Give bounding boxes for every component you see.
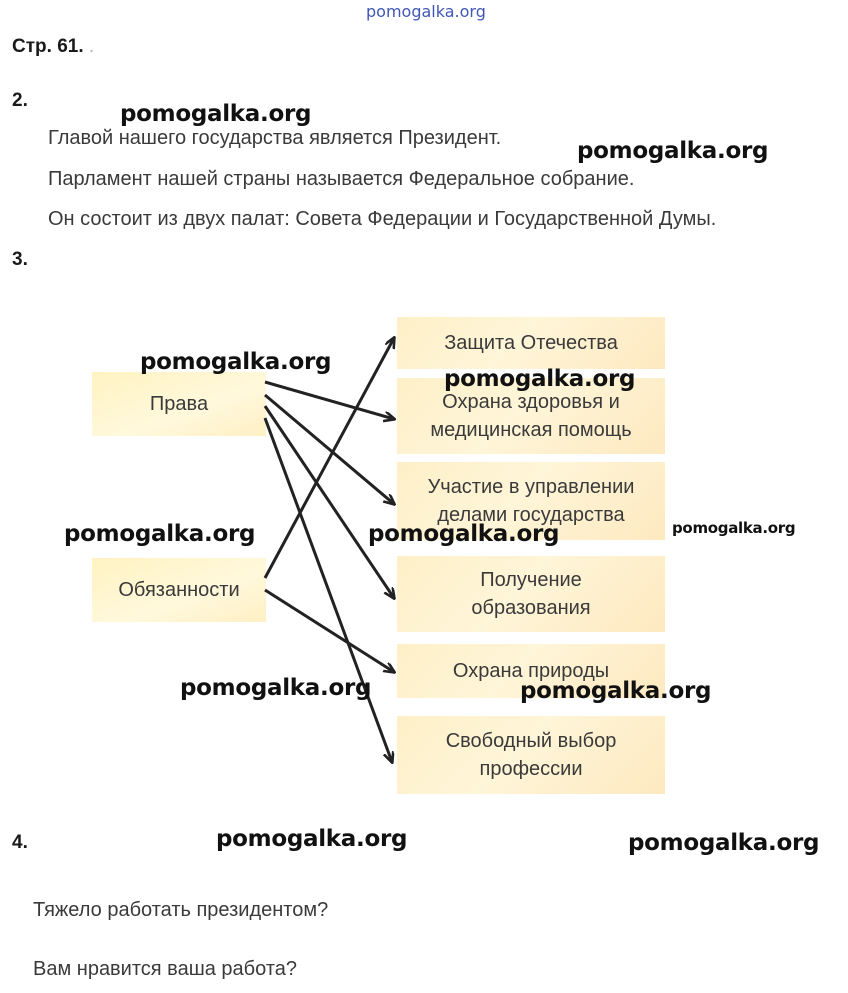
target-box-education-line-2: образования: [471, 597, 591, 619]
task2-number: 2.: [12, 90, 28, 111]
task4-question-1: Тяжело работать президентом?: [33, 899, 329, 921]
watermark: pomogalka.org: [577, 138, 769, 164]
target-box-health-line-2: медицинская помощь: [430, 419, 632, 441]
task2-line-2: Парламент нашей страны называется Федеральное собрание.: [48, 168, 635, 190]
page-heading-dot: .: [88, 36, 95, 57]
arrow-rights-governance: [265, 395, 394, 504]
task2-line-1: Главой нашего государства является Президент.: [48, 127, 502, 149]
target-box-governance-line-1: Участие в управлении: [427, 476, 635, 498]
rights-label: Права: [149, 393, 209, 415]
watermark: pomogalka.org: [140, 349, 332, 375]
watermark: pomogalka.org: [444, 366, 636, 392]
task4-question-2: Вам нравится ваша работа?: [33, 958, 297, 980]
arrow-rights-health: [265, 382, 394, 419]
watermark: pomogalka.org: [120, 101, 312, 127]
target-box-health-line-1: Охрана здоровья и: [442, 391, 620, 413]
arrow-rights-profession: [265, 418, 392, 762]
task2-line-3: Он состоит из двух палат: Совета Федерации и Государственной Думы.: [48, 208, 717, 230]
watermark: pomogalka.org: [64, 521, 256, 547]
watermark: pomogalka.org: [672, 519, 796, 537]
duties-label: Обязанности: [118, 579, 240, 601]
watermark: pomogalka.org: [216, 826, 408, 852]
task3-number: 3.: [12, 249, 28, 270]
arrow-duties-nature: [265, 590, 394, 672]
watermark: pomogalka.org: [628, 830, 820, 856]
watermark: pomogalka.org: [180, 675, 372, 701]
watermark-top: pomogalka.org: [366, 2, 486, 21]
target-box-education-line-1: Получение: [480, 569, 582, 591]
page-heading-text: Стр. 61.: [12, 36, 84, 57]
target-box-profession-line-1: Свободный выбор: [445, 730, 617, 752]
task4-number: 4.: [12, 832, 28, 853]
target-box-defense-line: Защита Отечества: [444, 332, 618, 354]
arrow-rights-education: [265, 406, 394, 598]
target-box-governance-line-2: делами государства: [437, 504, 625, 526]
target-box-nature-line: Охрана природы: [452, 660, 610, 682]
watermark: pomogalka.org: [368, 521, 560, 547]
target-box-profession-line-2: профессии: [479, 758, 583, 780]
watermark: pomogalka.org: [520, 678, 712, 704]
